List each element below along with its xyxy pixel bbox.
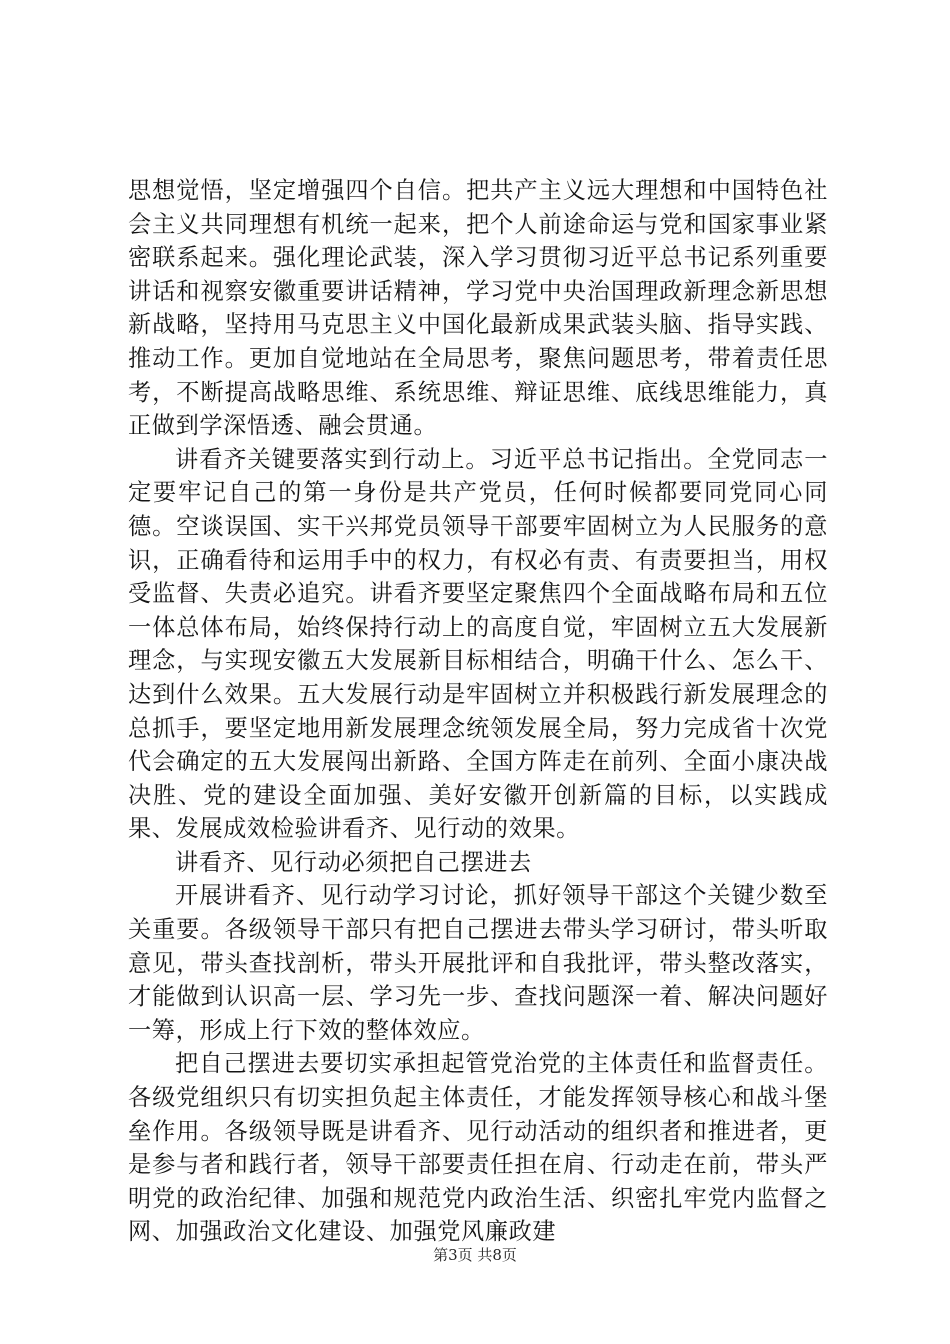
paragraph-2: 讲看齐关键要落实到行动上。习近平总书记指出。全党同志一定要牢记自己的第一身份是共产党员，任何时候都要同党同心同德。空谈误国、实干兴邦党员领导干部要牢固树立为人民服务的意识，正确看待和运用手中的权力，有权必有责、有责要担当，用权受监督、失责必追究。讲看齐要坚定聚焦四个全面战略布局和五位一体总体布局，始终保持行动上的高度自觉，牢固树立五大发展新理念，与实现安徽五大发展新目标相结合，明确干什么、怎么干、达到什么效果。五大发展行动是牢固树立并积极践行新发展理念的总抓手，要坚定地用新发展理念统领发展全局，努力完成省十次党代会确定的五大发展闯出新路、全国方阵走在前列、全面小康决战决胜、党的建设全面加强、美好安徽开创新篇的目标，以实践成果、发展成效检验讲看齐、见行动的效果。 <box>128 445 828 843</box>
paragraph-4: 把自己摆进去要切实承担起管党治党的主体责任和监督责任。各级党组织只有切实担负起主体责任，才能发挥领导核心和战斗堡垒作用。各级领导既是讲看齐、见行动活动的组织者和推进者，更是参与者和践行者，领导干部要责任担在肩、行动走在前，带头严明党的政治纪律、加强和规范党内政治生活、织密扎牢党内监督之网、加强政治文化建设、加强党风廉政建 <box>128 1050 828 1246</box>
paragraph-3: 开展讲看齐、见行动学习讨论，抓好领导干部这个关键少数至关重要。各级领导干部只有把自己摆进去带头学习研讨，带头听取意见，带头查找剖析，带头开展批评和自我批评，带头整改落实，才能做到认识高一层、学习先一步、查找问题深一着、解决问题好一筹，形成上行下效的整体效应。 <box>128 882 828 1044</box>
document-body <box>128 174 828 1249</box>
section-heading: 讲看齐、见行动必须把自己摆进去 <box>175 848 532 876</box>
paragraph-1: 思想觉悟，坚定增强四个自信。把共产主义远大理想和中国特色社会主义共同理想有机统一起来，把个人前途命运与党和国家事业紧密联系起来。强化理论武装，深入学习贯彻习近平总书记系列重要讲话和视察安徽重要讲话精神，学习党中央治国理政新理念新思想新战略，坚持用马克思主义中国化最新成果武装头脑、指导实践、推动工作。更加自觉地站在全局思考，聚焦问题思考，带着责任思考，不断提高战略思维、系统思维、辩证思维、底线思维能力，真正做到学深悟透、融会贯通。 <box>128 177 828 440</box>
page-number-footer: 第3页 共8页 <box>433 1246 517 1264</box>
